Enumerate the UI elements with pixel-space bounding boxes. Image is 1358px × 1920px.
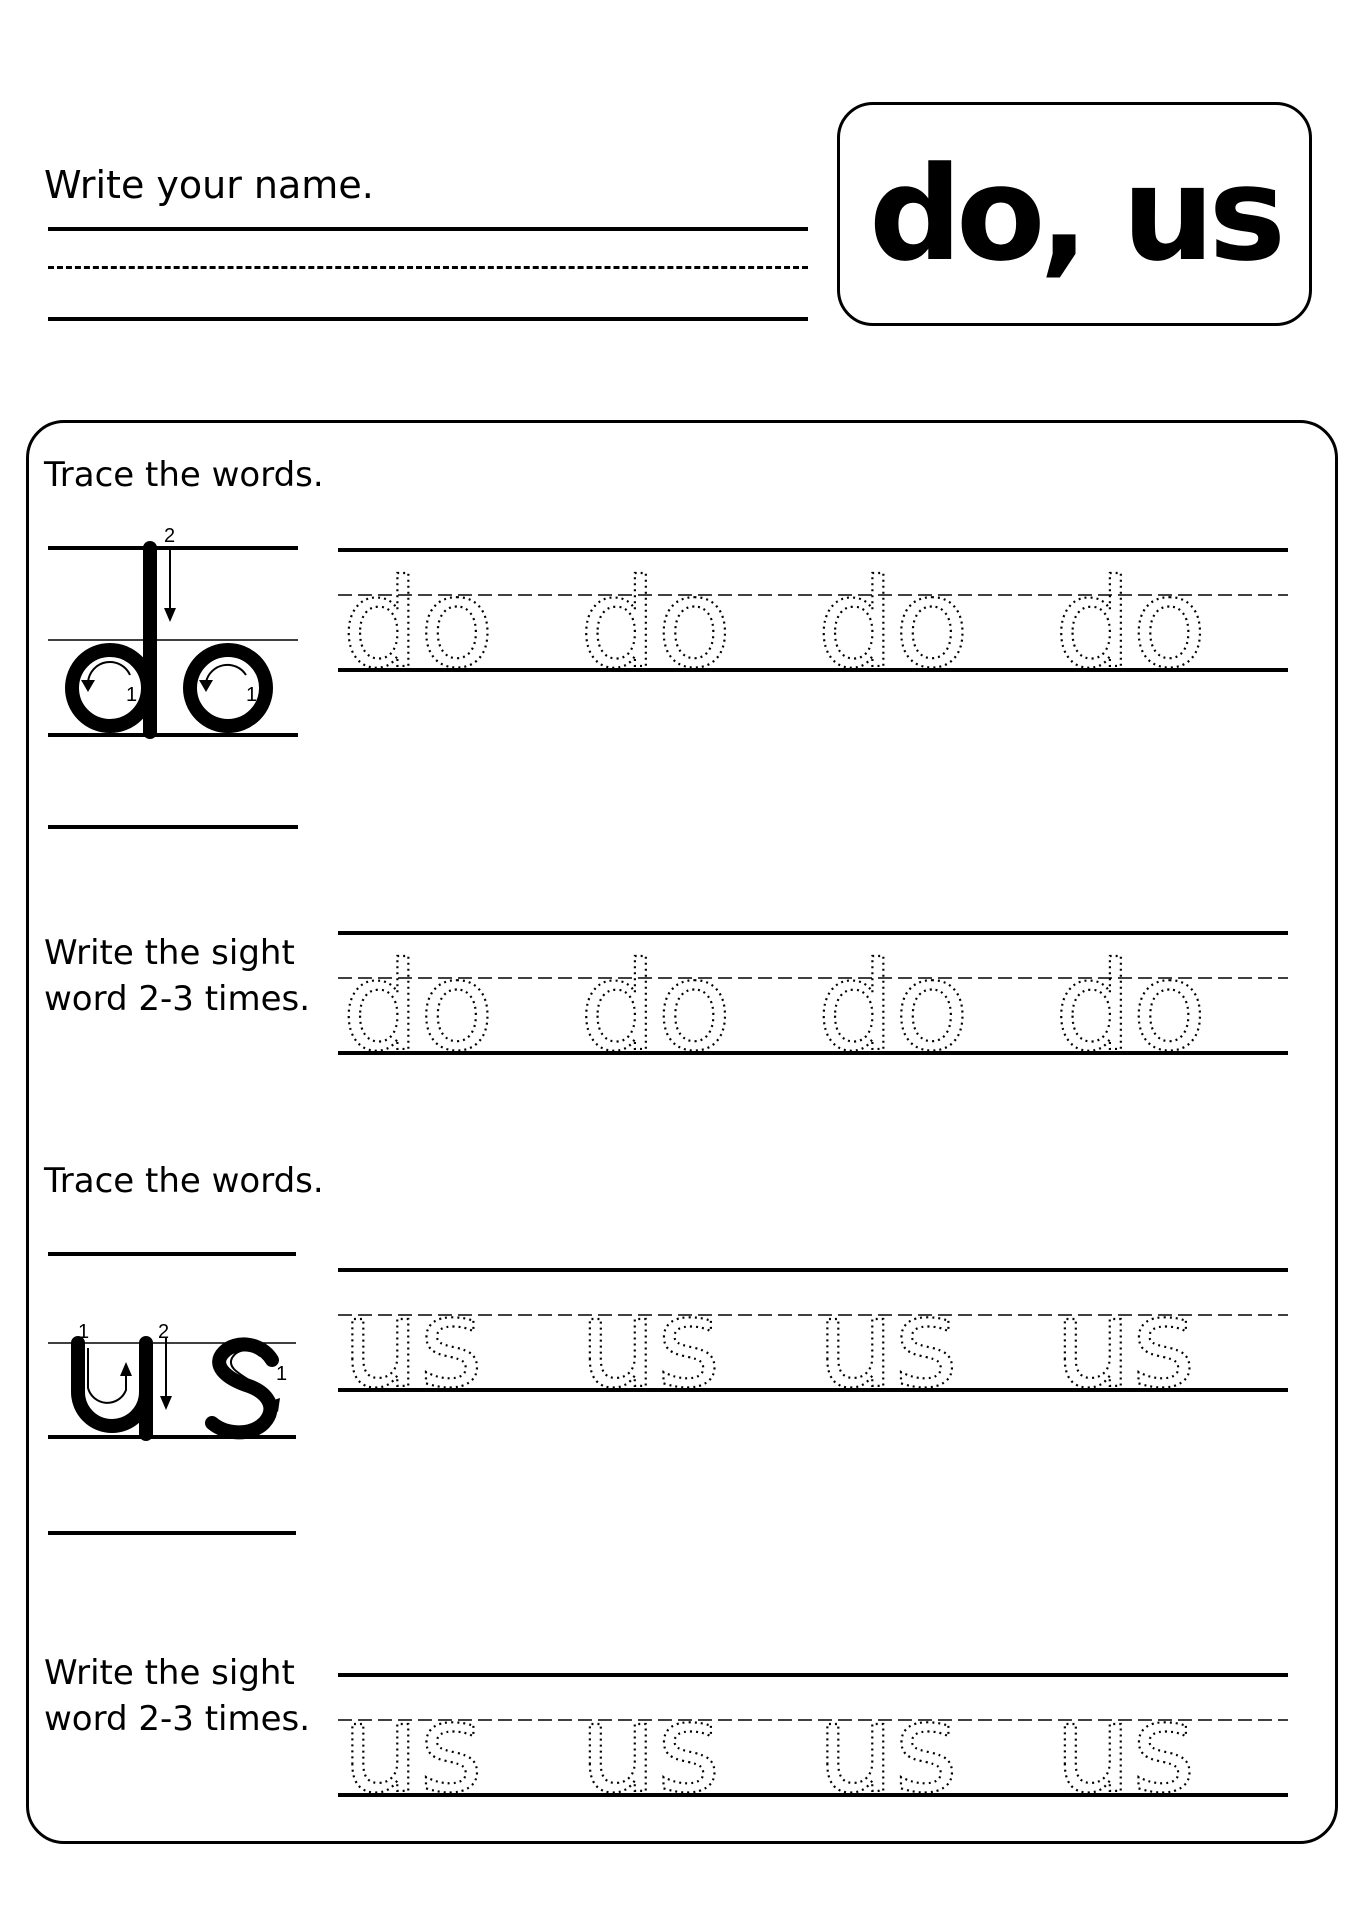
stroke-2-arrow-head (164, 608, 176, 622)
stroke-1-arrow-o (206, 665, 246, 682)
trace-word[interactable]: us (1054, 1678, 1196, 1820)
name-line-top (48, 227, 808, 231)
model-do-svg (46, 520, 306, 840)
trace-row-svg (338, 1250, 1288, 1415)
model-letters-us (46, 1230, 306, 1550)
model-s (212, 1344, 272, 1432)
model-letters-do (46, 520, 306, 840)
trace-word[interactable]: do (579, 553, 732, 695)
trace-word[interactable]: us (342, 1273, 483, 1415)
trace-row-do-1[interactable] (338, 530, 1288, 695)
stroke-1-arrow-u-head (120, 1362, 132, 1376)
trace-row-us-1[interactable] (338, 1250, 1288, 1415)
stroke-number: 1 (78, 1321, 90, 1343)
stroke-number: 1 (246, 684, 258, 706)
section-instruction-write-us: Write the sight word 2-3 times. (44, 1653, 311, 1739)
trace-word[interactable]: do (342, 936, 495, 1078)
stroke-number: 2 (164, 525, 176, 547)
trace-row-do-2[interactable] (338, 913, 1288, 1078)
stroke-1-arrow-d-head (81, 680, 95, 692)
trace-word[interactable]: us (579, 1678, 721, 1820)
trace-row-us-2[interactable] (338, 1655, 1288, 1820)
trace-word[interactable]: do (579, 936, 732, 1078)
stroke-2-arrow-head (160, 1396, 172, 1410)
section-instruction-trace-us: Trace the words. (44, 1161, 324, 1201)
section-instruction-trace-do: Trace the words. (44, 455, 324, 495)
stroke-1-arrow-o-head (199, 680, 213, 692)
sight-word-title: do, us (869, 138, 1280, 290)
trace-row-svg (338, 1655, 1288, 1820)
model-us-svg (46, 1230, 306, 1550)
trace-row-svg (338, 530, 1288, 695)
stroke-1-arrow-d (88, 662, 130, 682)
trace-word[interactable]: do (817, 936, 970, 1078)
name-line-mid (48, 266, 808, 269)
stroke-number: 1 (276, 1363, 288, 1385)
name-prompt: Write your name. (44, 163, 374, 207)
trace-word[interactable]: do (1054, 553, 1207, 695)
trace-word[interactable]: do (817, 553, 970, 695)
trace-word[interactable]: us (342, 1678, 483, 1820)
trace-word[interactable]: us (817, 1678, 958, 1820)
trace-word[interactable]: do (342, 553, 495, 695)
trace-word[interactable]: do (1054, 936, 1207, 1078)
trace-word[interactable]: us (579, 1273, 721, 1415)
stroke-number: 1 (126, 684, 138, 706)
trace-row-svg (338, 913, 1288, 1078)
trace-word[interactable]: us (1054, 1273, 1196, 1415)
sight-word-title-box (837, 102, 1312, 326)
stroke-number: 2 (158, 1321, 170, 1343)
section-instruction-write-do: Write the sight word 2-3 times. (44, 933, 311, 1019)
name-line-bottom[interactable] (48, 317, 808, 321)
trace-word[interactable]: us (817, 1273, 958, 1415)
